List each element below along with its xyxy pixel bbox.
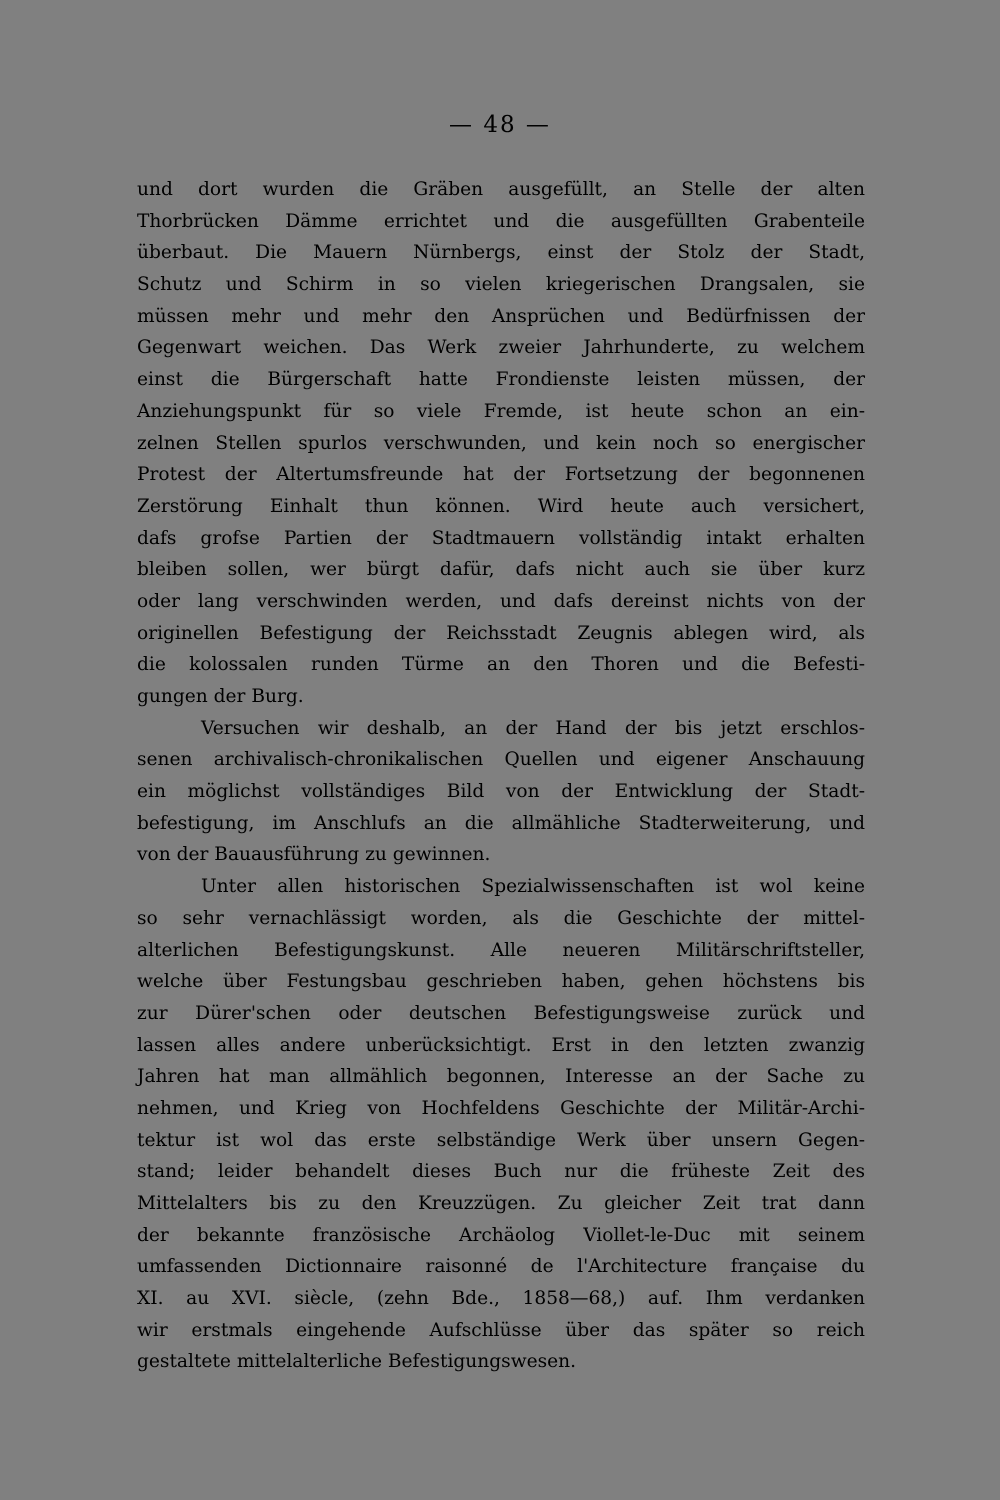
text-line: Unter allen historischen Spezialwissenschaften ist wol keine (201, 876, 865, 898)
body-text (137, 174, 865, 1378)
text-line: originellen Befestigung der Reichsstadt Zeugnis ablegen wird, als (137, 622, 865, 644)
text-line: welche über Festungsbau geschrieben haben, gehen höchstens bis (137, 971, 865, 993)
text-line: Versuchen wir deshalb, an der Hand der bis jetzt erschlos- (201, 717, 865, 739)
text-line: tektur ist wol das erste selbständige Werk über unsern Gegen- (137, 1129, 865, 1151)
text-line: nehmen, und Krieg von Hochfeldens Geschichte der Militär-Archi- (137, 1097, 865, 1119)
page-number: — 48 — (449, 112, 551, 138)
text-line: dafs grofse Partien der Stadtmauern vollständig intakt erhalten (137, 527, 865, 549)
text-line: alterlichen Befestigungskunst. Alle neueren Militärschriftsteller, (137, 939, 865, 961)
text-line: gestaltete mittelalterliche Befestigungswesen. (137, 1351, 577, 1373)
text-line: so sehr vernachlässigt worden, als die Geschichte der mittel- (137, 907, 865, 929)
text-line: XI. au XVI. siècle, (zehn Bde., 1858—68,) auf. Ihm verdanken (137, 1288, 865, 1310)
text-line: stand; leider behandelt dieses Buch nur die früheste Zeit des (137, 1161, 865, 1183)
text-line: der bekannte französische Archäolog Viollet-le-Duc mit seinem (137, 1224, 865, 1246)
text-line: die kolossalen runden Türme an den Thoren und die Befesti- (137, 654, 865, 676)
text-line: Mittelalters bis zu den Kreuzzügen. Zu gleicher Zeit trat dann (137, 1193, 865, 1214)
text-line: Anziehungspunkt für so viele Fremde, ist heute schon an ein- (137, 400, 865, 422)
text-line: ein möglichst vollständiges Bild von der Entwicklung der Stadt- (137, 781, 865, 803)
text-line: wir erstmals eingehende Aufschlüsse über das später so reich (137, 1319, 865, 1341)
text-line: Schutz und Schirm in so vielen kriegerischen Drangsalen, sie (137, 274, 865, 296)
text-line: Gegenwart weichen. Das Werk zweier Jahrhunderte, zu welchem (137, 337, 865, 359)
text-line: von der Bauausführung zu gewinnen. (137, 844, 491, 866)
text-line: Zerstörung Einhalt thun können. Wird heute auch versichert, (137, 495, 865, 517)
text-line: bleiben sollen, wer bürgt dafür, dafs nicht auch sie über kurz (137, 559, 865, 581)
text-line: befestigung, im Anschlufs an die allmähliche Stadterweiterung, und (137, 812, 865, 834)
text-line: einst die Bürgerschaft hatte Frondienste leisten müssen, der (137, 369, 865, 391)
text-line: umfassenden Dictionnaire raisonné de l'Architecture française du (137, 1256, 865, 1278)
text-line: Thorbrücken Dämme errichtet und die ausgefüllten Grabenteile (137, 210, 865, 232)
text-line: gungen der Burg. (137, 686, 304, 707)
text-line: zelnen Stellen spurlos verschwunden, und kein noch so energischer (137, 432, 865, 454)
text-line: zur Dürer'schen oder deutschen Befestigungsweise zurück und (137, 1002, 865, 1024)
text-line: lassen alles andere unberücksichtigt. Erst in den letzten zwanzig (137, 1034, 865, 1056)
text-line: und dort wurden die Gräben ausgefüllt, an Stelle der alten (137, 179, 865, 200)
text-line: überbaut. Die Mauern Nürnbergs, einst der Stolz der Stadt, (137, 242, 865, 264)
text-line: Jahren hat man allmählich begonnen, Interesse an der Sache zu (137, 1066, 865, 1088)
text-line: oder lang verschwinden werden, und dafs dereinst nichts von der (137, 590, 865, 612)
text-line: senen archivalisch-chronikalischen Quellen und eigener Anschauung (137, 749, 865, 771)
text-line: müssen mehr und mehr den Ansprüchen und Bedürfnissen der (137, 305, 865, 327)
text-line: Protest der Altertumsfreunde hat der Fortsetzung der begonnenen (137, 464, 865, 486)
